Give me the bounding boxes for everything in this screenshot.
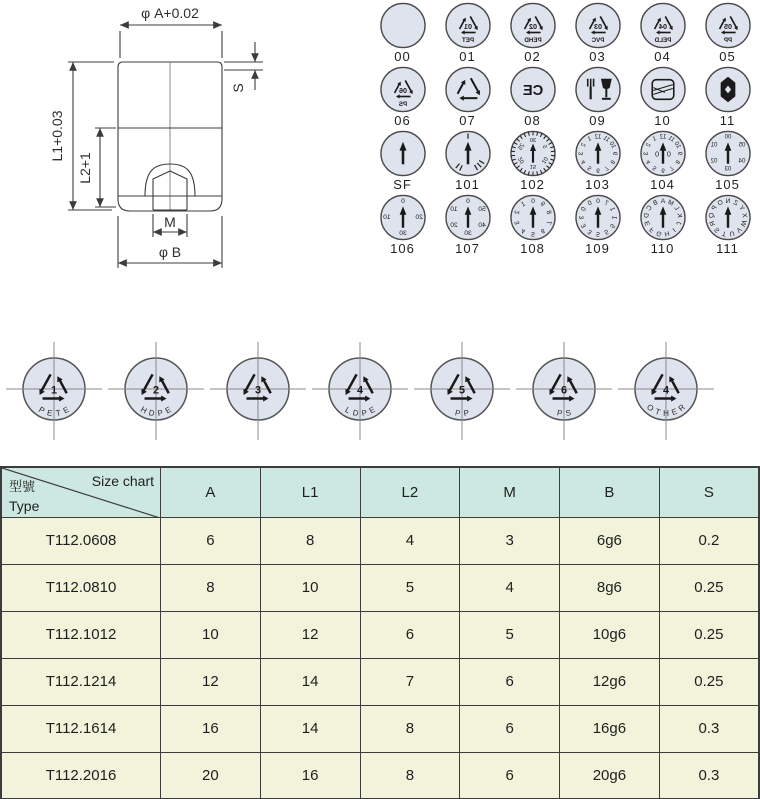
svg-text:S: S [712,225,721,234]
column-header-L1: L1 [260,467,360,517]
svg-text:02: 02 [710,158,717,165]
column-header-A: A [161,467,261,517]
svg-text:0: 0 [530,197,535,205]
svg-text:Q: Q [707,212,716,219]
svg-text:B: B [651,199,659,208]
symbol-cell-00 [370,2,435,64]
svg-text:1: 1 [651,136,658,143]
svg-text:I: I [670,226,677,233]
resin-symbol [513,336,615,446]
svg-text:6: 6 [538,226,546,235]
symbol-cell-03 [565,2,630,64]
svg-text:5: 5 [540,144,547,151]
type-cell: T112.2016 [1,752,161,799]
svg-text:A: A [660,197,665,205]
symbol-09 [574,66,622,113]
svg-text:PELD: PELD [654,37,671,45]
svg-text:1: 1 [586,136,593,143]
value-cell: 6 [460,705,560,752]
symbol-08 [509,66,557,113]
svg-text:5: 5 [530,230,535,238]
symbol-00 [379,2,427,49]
symbol-cell-107 [435,194,500,256]
symbol-SF [379,130,427,177]
svg-text:M: M [665,198,675,208]
svg-text:2: 2 [513,209,522,216]
resin-symbol [207,336,309,446]
resin-circle-PS [513,336,615,446]
svg-text:5: 5 [595,230,600,238]
symbol-cell-10 [630,66,695,128]
svg-text:3: 3 [586,227,593,236]
symbol-cell-111 [695,194,760,256]
svg-text:J: J [673,220,682,227]
svg-text:PVC: PVC [591,37,604,45]
value-cell: 8 [360,752,460,799]
svg-text:E: E [670,406,679,418]
svg-text:6: 6 [560,384,568,397]
svg-text:01: 01 [463,21,472,31]
value-cell: 4 [460,564,560,611]
symbol-cell-SF [370,130,435,192]
svg-text:E: E [46,408,54,418]
value-cell: 20g6 [560,752,660,799]
svg-text:9: 9 [610,151,617,156]
resin-symbol [411,336,513,446]
table-header-row [1,467,759,517]
type-cell: T112.0810 [1,564,161,611]
svg-text:P: P [710,204,719,213]
symbol-cell-09 [565,66,630,128]
svg-text:P: P [156,408,164,418]
value-cell: 10g6 [560,611,660,658]
svg-text:S: S [564,408,572,418]
svg-text:3: 3 [578,151,585,156]
symbol-cell-101 [435,130,500,192]
svg-text:1: 1 [610,215,618,220]
dim-l2-label: L2+1 [77,152,93,184]
symbol-10 [639,66,687,113]
svg-text:7: 7 [667,164,674,171]
symbol-06 [379,66,427,113]
symbol-label: 101 [455,177,480,192]
value-cell: 0.3 [659,705,759,752]
svg-text:Z: Z [731,199,739,208]
svg-text:R: R [676,402,687,414]
symbol-105 [704,130,752,177]
value-cell: 8g6 [560,564,660,611]
value-cell: 16 [260,752,360,799]
svg-text:11: 11 [601,135,610,144]
svg-text:E: E [643,219,652,227]
symbol-109 [574,194,622,241]
svg-text:4: 4 [356,384,364,397]
value-cell: 6g6 [560,517,660,564]
symbol-101 [444,130,492,177]
svg-text:H: H [663,229,670,238]
svg-text:50: 50 [477,205,486,213]
svg-text:T: T [720,229,727,238]
symbol-111 [704,194,752,241]
svg-text:T: T [55,408,62,418]
svg-text:O: O [716,198,724,208]
svg-text:30: 30 [398,230,407,238]
svg-text:N: N [725,197,730,205]
symbol-02 [509,2,557,49]
symbol-cell-103 [565,130,630,192]
symbol-104 [639,130,687,177]
symbol-label: 105 [715,177,740,192]
svg-text:R: R [708,219,717,227]
svg-text:0: 0 [400,197,405,205]
svg-text:7: 7 [602,199,609,208]
table-row-T112.1214 [1,658,759,705]
symbol-label: 07 [459,113,476,128]
symbol-11 [704,66,752,113]
resin-circle-PETE [3,336,105,446]
resin-symbol [3,336,105,446]
symbol-label: 02 [524,49,541,64]
svg-text:2: 2 [580,142,587,149]
svg-text:PS: PS [398,101,407,109]
svg-text:20: 20 [449,222,458,230]
value-cell: 0.25 [659,611,759,658]
symbol-106 [379,194,427,241]
resin-symbol [615,336,717,446]
svg-text:K: K [674,212,683,219]
svg-text:O: O [645,402,656,414]
svg-text:10: 10 [382,214,391,221]
svg-text:8: 8 [673,158,680,165]
symbol-cell-05 [695,2,760,64]
svg-text:5: 5 [602,227,609,236]
type-cell: T112.1614 [1,705,161,752]
svg-text:CE: CE [522,82,543,99]
symbol-04 [639,2,687,49]
value-cell: 10 [260,564,360,611]
symbol-label: 05 [719,49,736,64]
symbol-05 [704,2,752,49]
svg-text:5: 5 [586,164,593,171]
value-cell: 8 [161,564,261,611]
value-cell: 16g6 [560,705,660,752]
resin-circle-OTHER [615,336,717,446]
value-cell: 0.3 [659,752,759,799]
svg-text:E: E [163,404,173,416]
resin-symbol [105,336,207,446]
symbol-label: 01 [459,49,476,64]
value-cell: 0.25 [659,564,759,611]
symbol-cell-110 [630,194,695,256]
value-cell: 5 [360,564,460,611]
svg-text:D: D [148,408,156,419]
symbol-cell-01 [435,2,500,64]
symbol-label: 03 [589,49,606,64]
corner-type-label-cn: 型號 [9,478,36,494]
resin-circle-3 [207,336,309,446]
svg-text:11: 11 [666,135,675,144]
symbol-label: SF [393,177,412,192]
svg-text:9: 9 [675,151,682,156]
svg-text:PEHD: PEHD [523,37,542,45]
symbol-cell-109 [565,194,630,256]
symbol-label: 102 [520,177,545,192]
table-corner-cell [1,467,161,517]
value-cell: 14 [260,658,360,705]
resin-circle-PP [411,336,513,446]
svg-text:5: 5 [607,222,616,229]
symbol-cell-02 [500,2,565,64]
value-cell: 12g6 [560,658,660,705]
svg-text:8: 8 [543,209,552,216]
column-header-S: S [659,467,759,517]
svg-text:0: 0 [465,197,470,205]
symbol-07 [444,66,492,113]
svg-text:P: P [454,408,462,418]
column-header-B: B [560,467,660,517]
dim-s-label: S [230,83,246,93]
symbol-label: 06 [394,113,411,128]
resin-code-row [3,336,759,446]
column-header-L2: L2 [360,467,460,517]
svg-text:05: 05 [723,21,732,31]
svg-text:2: 2 [152,384,160,397]
svg-text:1: 1 [50,384,58,397]
svg-text:7: 7 [543,219,552,226]
svg-text:6: 6 [660,166,665,173]
symbol-cell-08 [500,66,565,128]
symbol-label: 09 [589,113,606,128]
value-cell: 16 [161,705,261,752]
svg-text:03: 03 [724,166,731,173]
symbol-label: 107 [455,241,480,256]
value-cell: 14 [260,705,360,752]
symbol-03 [574,2,622,49]
resin-symbol [309,336,411,446]
svg-text:30: 30 [529,137,536,144]
svg-text:02: 02 [528,21,537,31]
svg-text:04: 04 [658,21,667,31]
symbol-label: 08 [524,113,541,128]
dim-a-label: φ A+0.02 [141,5,199,21]
svg-text:4: 4 [580,158,587,165]
svg-text:L: L [343,405,352,416]
symbol-label: 04 [654,49,671,64]
svg-text:U: U [728,229,735,238]
table-row-T112.0810 [1,564,759,611]
symbol-label: 109 [585,241,610,256]
svg-text:4: 4 [519,226,527,235]
svg-text:40: 40 [477,222,486,230]
svg-text:4: 4 [662,384,670,397]
svg-text:6: 6 [595,166,600,173]
svg-text:Y: Y [736,204,745,213]
value-cell: 8 [260,517,360,564]
value-cell: 0.25 [659,658,759,705]
value-cell: 3 [460,517,560,564]
symbol-label: 11 [719,113,736,128]
value-cell: 12 [161,658,261,705]
dim-b-label: φ B [158,244,182,260]
symbol-103 [574,130,622,177]
svg-text:20: 20 [414,214,423,221]
table-row-T112.2016 [1,752,759,799]
svg-text:D: D [642,212,651,219]
svg-text:P: P [360,408,368,418]
symbol-108 [509,194,557,241]
symbol-01 [444,2,492,49]
symbol-label: 00 [394,49,411,64]
corner-size-chart-label: Size chart [91,473,154,489]
svg-text:0: 0 [654,149,659,159]
svg-text:10: 10 [449,205,458,213]
value-cell: 20 [161,752,261,799]
marking-symbol-grid [370,2,760,256]
svg-text:30: 30 [463,230,472,238]
resin-circle-LDPE [309,336,411,446]
symbol-cell-07 [435,66,500,128]
svg-text:P: P [462,408,470,418]
svg-text:12: 12 [594,134,601,141]
symbol-label: 10 [654,113,671,128]
svg-text:9: 9 [538,200,546,209]
symbol-cell-105 [695,130,760,192]
value-cell: 4 [360,517,460,564]
svg-text:05: 05 [738,142,745,149]
symbol-cell-102 [500,130,565,192]
size-chart-table [0,466,760,799]
svg-text:20: 20 [517,155,526,165]
svg-text:3: 3 [577,215,585,220]
symbol-cell-108 [500,194,565,256]
svg-text:E: E [61,404,71,416]
table-row-T112.0608 [1,517,759,564]
svg-text:5: 5 [458,384,466,397]
svg-text:H: H [138,404,149,416]
svg-text:0: 0 [595,197,600,205]
svg-text:15: 15 [529,163,536,170]
svg-text:3: 3 [254,384,262,397]
svg-text:00: 00 [724,134,731,141]
svg-text:01: 01 [710,142,717,149]
svg-text:3: 3 [643,151,650,156]
svg-text:F: F [647,225,656,234]
svg-text:T: T [653,406,662,418]
svg-text:03: 03 [593,21,602,31]
symbol-label: 110 [650,241,675,256]
svg-text:L: L [671,204,680,212]
symbol-cell-06 [370,66,435,128]
symbol-label: 111 [716,241,739,256]
svg-text:3: 3 [513,219,522,226]
svg-text:D: D [352,408,360,419]
symbol-label: 106 [390,241,415,256]
svg-text:0: 0 [579,206,588,213]
svg-text:06: 06 [398,85,407,95]
svg-text:10: 10 [672,140,681,150]
dim-m-label: M [164,214,176,230]
svg-text:8: 8 [608,158,615,165]
svg-text:0: 0 [586,199,593,208]
svg-text:1: 1 [607,206,616,213]
type-cell: T112.1214 [1,658,161,705]
symbol-107 [444,194,492,241]
value-cell: 6 [460,658,560,705]
svg-text:PET: PET [461,37,474,45]
svg-text:2: 2 [645,142,652,149]
value-cell: 12 [260,611,360,658]
svg-text:0: 0 [666,149,671,159]
symbol-label: 108 [520,241,545,256]
svg-text:PP: PP [723,37,732,45]
value-cell: 8 [360,705,460,752]
corner-type-label-en: Type [9,497,40,514]
svg-text:W: W [738,219,747,228]
type-cell: T112.1012 [1,611,161,658]
svg-text:04: 04 [738,158,745,165]
symbol-cell-106 [370,194,435,256]
svg-text:10: 10 [607,140,616,150]
svg-text:G: G [655,229,663,238]
value-cell: 7 [360,658,460,705]
value-cell: 10 [161,611,261,658]
symbol-label: 103 [585,177,610,192]
svg-text:3: 3 [579,222,588,229]
value-cell: 6 [161,517,261,564]
symbol-cell-104 [630,130,695,192]
svg-text:7: 7 [602,164,609,171]
svg-text:E: E [367,404,377,416]
value-cell: 0.2 [659,517,759,564]
column-header-M: M [460,467,560,517]
value-cell: 6 [360,611,460,658]
svg-text:25: 25 [517,142,526,152]
symbol-label: 104 [650,177,675,192]
symbol-102 [509,130,557,177]
svg-text:10: 10 [539,155,548,165]
svg-text:1: 1 [519,200,527,209]
value-cell: 6 [460,752,560,799]
resin-circle-HDPE [105,336,207,446]
svg-text:C: C [644,204,654,213]
svg-text:P: P [556,408,564,418]
table-row-T112.1012 [1,611,759,658]
symbol-cell-04 [630,2,695,64]
svg-text:5: 5 [651,164,658,171]
svg-text:12: 12 [659,134,666,141]
svg-text:H: H [663,409,669,418]
svg-text:V: V [734,225,743,234]
symbol-cell-11 [695,66,760,128]
svg-text:X: X [739,212,748,219]
table-row-T112.1614 [1,705,759,752]
svg-text:4: 4 [645,158,652,165]
symbol-110 [639,194,687,241]
technical-drawing [0,0,340,300]
dim-l1-label: L1+0.03 [49,110,65,162]
svg-text:P: P [37,404,47,416]
type-cell: T112.0608 [1,517,161,564]
value-cell: 5 [460,611,560,658]
